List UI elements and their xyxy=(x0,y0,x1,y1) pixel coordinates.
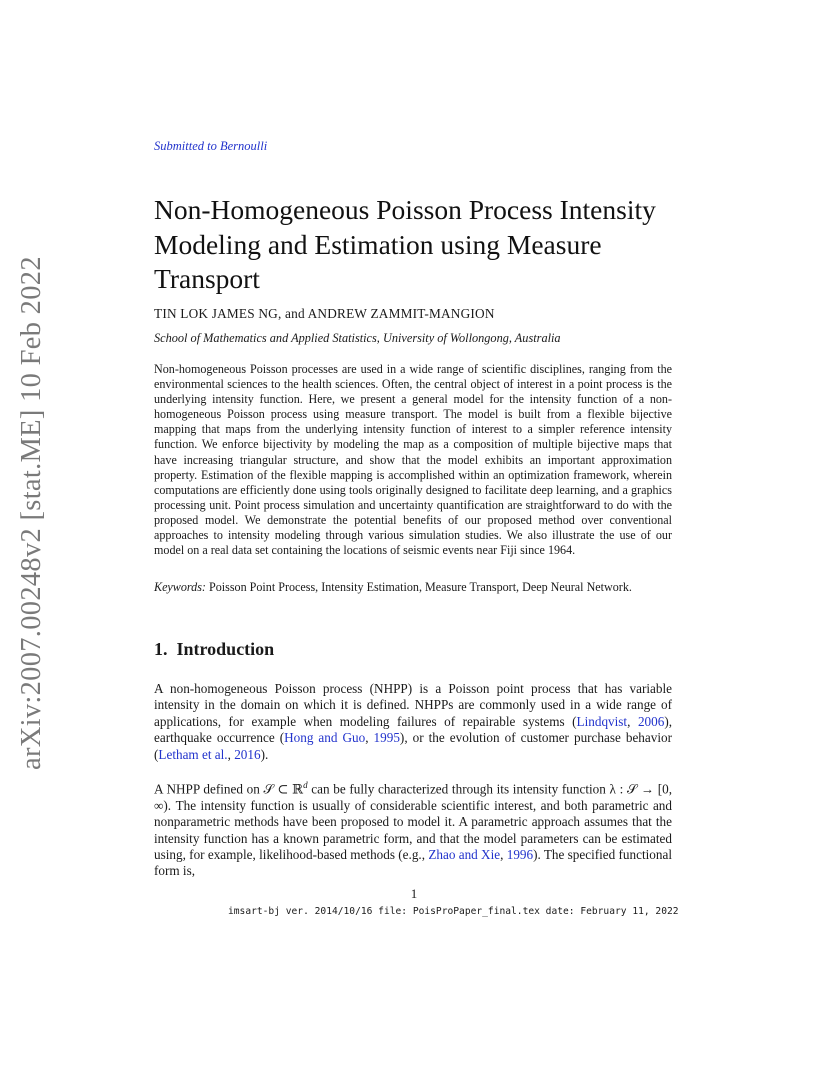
text-span: , xyxy=(365,730,374,746)
citation-link[interactable]: 2006 xyxy=(637,713,665,729)
arxiv-stamp: arXiv:2007.00248v2 [stat.ME] 10 Feb 2022 xyxy=(16,256,47,770)
intro-paragraph-2 xyxy=(154,777,672,880)
abstract: Non-homogeneous Poisson processes are used in a wide range of scientific disciplines, ranging from the environmental sciences to the health sciences. Often, the central object of interest in a point process is the underlying intensity function. Here, we present a general model for the intensity function of a non-homogeneous Poisson process using measure transport. The model is built from a flexible bijective mapping that maps from the underlying intensity function of interest to a simpler reference intensity function. We enforce bijectivity by modeling the map as a composition of multiple bijective maps that have increasing triangular structure, and show that the model exhibits an important approximation property. Estimation of the flexible mapping is accomplished within an optimization framework, wherein computations are efficiently done using tools originally designed to facilitate deep learning, and a graphics processing unit. Point process simulation and uncertainty quantification are straightforward to do with the proposed model. We demonstrate the potential benefits of our proposed method over conventional approaches to intensity modeling through various simulation studies. We also illustrate the use of our model on a real data set containing the locations of seismic events near Fiji since 1964. xyxy=(154,362,672,558)
text-span: ). xyxy=(260,746,269,762)
text-span: , xyxy=(500,847,507,863)
authors: TIN LOK JAMES NG, and ANDREW ZAMMIT-MANGION xyxy=(154,306,495,321)
text-span: ), earthquake occurrence ( xyxy=(154,713,673,746)
text-span: ). The specified functional form is, xyxy=(154,847,673,879)
section-heading xyxy=(154,639,672,660)
text-span: , xyxy=(627,713,638,729)
intro-paragraph-1 xyxy=(154,681,672,763)
paper-title: Non-Homogeneous Poisson Process Intensity Modeling and Estimation using Measure Transport xyxy=(154,194,656,294)
keywords-label: Keywords: xyxy=(154,580,206,594)
footer-info: imsart-bj ver. 2014/10/16 file: PoisProPaper_final.tex date: February 11, 2022 xyxy=(228,906,679,917)
text-span: can be fully characterized through its intensity function xyxy=(307,781,610,797)
text-span: ), or the evolution of customer purchase behavior ( xyxy=(154,730,672,762)
citation-link[interactable]: Letham et al. xyxy=(158,746,228,762)
submitted-note[interactable]: Submitted to Bernoulli xyxy=(154,139,268,153)
keywords xyxy=(154,580,672,595)
keywords-text: Poisson Point Process, Intensity Estimation, Measure Transport, Deep Neural Network. xyxy=(209,580,632,594)
citation-link[interactable]: 1995 xyxy=(373,730,400,746)
affiliation: School of Mathematics and Applied Statistics, University of Wollongong, Australia xyxy=(154,331,561,345)
citation-link[interactable]: Zhao and Xie xyxy=(428,847,501,863)
text-span: . The intensity function is usually of considerable scientific interest, and both parametric and nonparametric methods have been proposed to model it. A parametric approach assumes that the intensity function has a known parametric form, and that the model parameters can be estimated using, for example, likelihood-based methods (e.g., xyxy=(154,797,672,863)
citation-link[interactable]: Hong and Guo xyxy=(284,730,366,746)
citation-link[interactable]: Lindqvist xyxy=(576,713,628,729)
text-span: A non-homogeneous Poisson process (NHPP) is a Poisson point process that has variable intensity in the domain on which it is defined. NHPPs are commonly used in a wide range of applications, for example when modeling failures of repairable systems ( xyxy=(154,681,672,729)
section-number: 1. xyxy=(154,639,168,659)
citation-link[interactable]: 2016 xyxy=(234,746,261,762)
text-span: , xyxy=(227,746,235,762)
page-number: 1 xyxy=(410,886,418,901)
section-title: Introduction xyxy=(176,639,275,659)
citation-link[interactable]: 1996 xyxy=(506,847,534,863)
math-superscript: d xyxy=(303,780,308,790)
math-domain: 𝒮 ⊂ ℝ xyxy=(263,781,304,797)
text-span: A NHPP defined on xyxy=(154,781,264,797)
math-intensity: λ : 𝒮 → [0, ∞) xyxy=(154,781,672,813)
